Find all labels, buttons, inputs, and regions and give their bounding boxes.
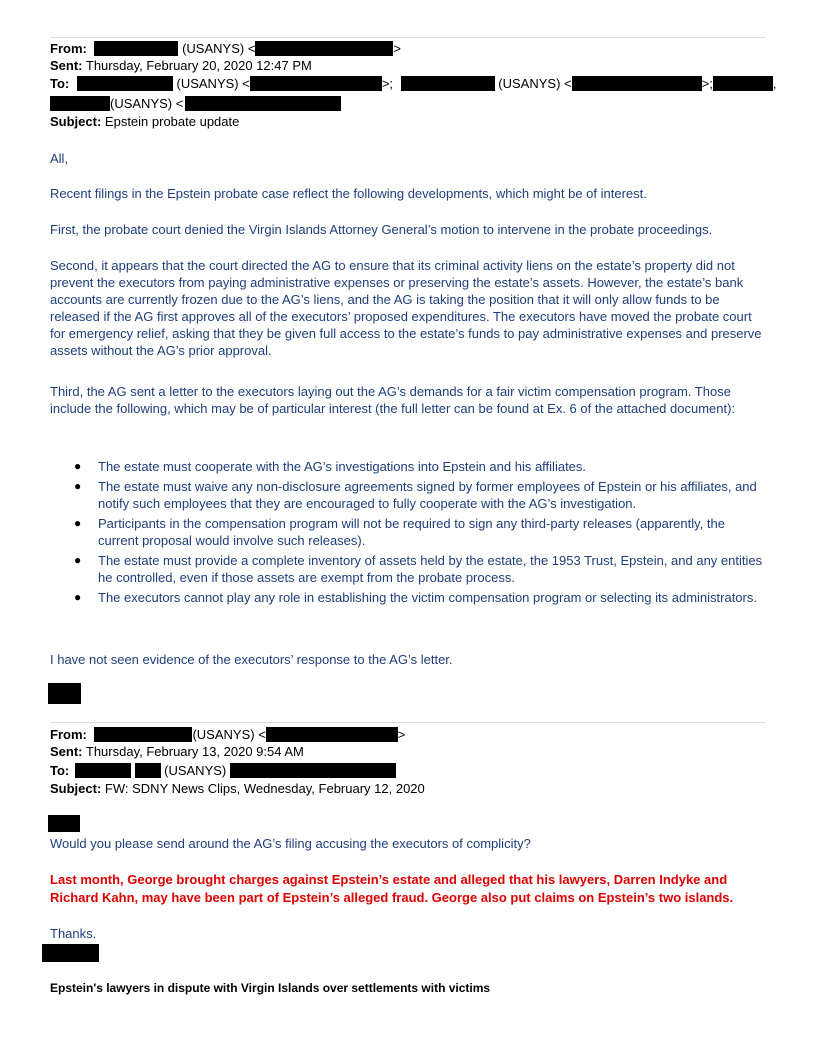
redaction [255,41,393,56]
subject-line-2 [50,781,425,797]
header-divider-2 [50,722,766,723]
salutation-redaction [48,815,80,832]
redaction [230,763,396,778]
thanks-line: Thanks. [50,926,97,941]
signature-redaction-2 [42,944,99,962]
sent-line-1 [50,58,312,74]
sent-label: Sent: [50,744,83,759]
sent-label: Sent: [50,58,83,73]
redaction [94,727,192,742]
list-item-text: The executors cannot play any role in establishing the victim compensation program or selecting its administrators. [98,590,757,605]
redaction [135,763,161,778]
to-line-2 [50,763,396,779]
list-item [50,515,766,549]
body-paragraph-4: Third, the AG sent a letter to the executors laying out the AG’s demands for a fair victim compensation program. Those include the following, which may be of particular interest (the full letter can be found at Ex. 6 of the attached document): [50,384,736,416]
from-label: From: [50,727,87,742]
to-org-d: (USANYS) < [110,96,184,111]
list-item [50,552,766,586]
signature-redaction [48,683,81,704]
redaction [50,96,110,111]
from-end: > [393,41,402,56]
list-item-text: Participants in the compensation program will not be required to sign any third-party releases (apparently, the current proposal would involve such releases). [98,516,725,548]
demands-list [50,458,766,609]
from-org: (USANYS) < [182,41,256,56]
to-line-1 [50,76,776,92]
redaction [75,763,131,778]
subject-label: Subject: [50,781,102,796]
subject-value: Epstein probate update [104,114,240,129]
redaction [250,76,382,91]
from-label: From: [50,41,87,56]
subject-value: FW: SDNY News Clips, Wednesday, February 12, 2020 [104,781,425,796]
body-paragraph-1: Recent filings in the Epstein probate case reflect the following developments, which might be of interest. [50,186,647,201]
list-item-text: The estate must cooperate with the AG’s investigations into Epstein and his affiliates. [98,459,587,474]
to-org-a: (USANYS) < [176,76,250,91]
greeting: All, [50,151,69,166]
to-org: (USANYS) [164,763,227,778]
to-label: To: [50,763,70,778]
to-label: To: [50,76,70,91]
sent-value: Thursday, February 20, 2020 12:47 PM [85,58,312,73]
list-item [50,589,766,606]
body-paragraph-2: First, the probate court denied the Virgin Islands Attorney General’s motion to intervene in the probate proceedings. [50,222,713,237]
header-divider-1 [50,37,766,38]
bullet-icon: ● [74,459,82,473]
redaction [77,76,173,91]
bullet-icon: ● [74,479,82,493]
list-item-text: The estate must waive any non-disclosure agreements signed by former employees of Epstein or his affiliates, and notify such employees that they are encouraged to fully cooperate with the AG’s investigation. [98,479,757,511]
bullet-icon: ● [74,590,82,604]
subject-line-1 [50,114,239,130]
article-headline: Epstein's lawyers in dispute with Virgin Islands over settlements with victims [50,981,491,995]
from-end: > [397,727,406,742]
redaction [401,76,495,91]
redaction [266,727,398,742]
list-item [50,478,766,512]
from-org: (USANYS) < [192,727,266,742]
subject-label: Subject: [50,114,102,129]
redaction [185,96,341,111]
sent-value: Thursday, February 13, 2020 9:54 AM [85,744,304,759]
highlighted-news-excerpt: Last month, George brought charges against Epstein’s estate and alleged that his lawyers, Darren Indyke and Richard Kahn, may have been part of Epstein’s alleged fraud. George also put claims on Epstein’s two islands. [50,872,734,905]
list-item-text: The estate must provide a complete inventory of assets held by the estate, the 1953 Trust, Epstein, and any entities he controlled, even if those assets are exempt from the probate process. [98,553,763,585]
list-item [50,458,766,475]
from-line-2 [50,727,405,743]
bullet-icon: ● [74,516,82,530]
request-question: Would you please send around the AG’s filing accusing the executors of complicity? [50,836,531,851]
from-line-1 [50,41,401,57]
sent-line-2 [50,744,304,760]
to-end-a: >; [381,76,394,91]
redaction [94,41,178,56]
body-paragraph-5: I have not seen evidence of the executors’ response to the AG’s letter. [50,652,453,667]
redaction [572,76,702,91]
to-end-b: >; [701,76,713,91]
body-paragraph-3: Second, it appears that the court directed the AG to ensure that its criminal activity liens on the estate’s property did not prevent the executors from paying administrative expenses or preserving the estate’s assets. However, the estate’s bank accounts are currently frozen due to the AG’s liens, and the AG is taking the position that it will only allow funds to be released if the AG first approves all of the executors’ proposed expenditures. The executors have moved the probate court for emergency relief, asking that they be given full access to the estate’s funds to pay administrative expenses and preserve assets without the AG’s prior approval. [50,258,762,358]
bullet-icon: ● [74,553,82,567]
to-org-b: (USANYS) < [498,76,572,91]
to-line-1-cont [50,96,341,112]
redaction [713,76,773,91]
to-end-c: , [772,76,777,91]
